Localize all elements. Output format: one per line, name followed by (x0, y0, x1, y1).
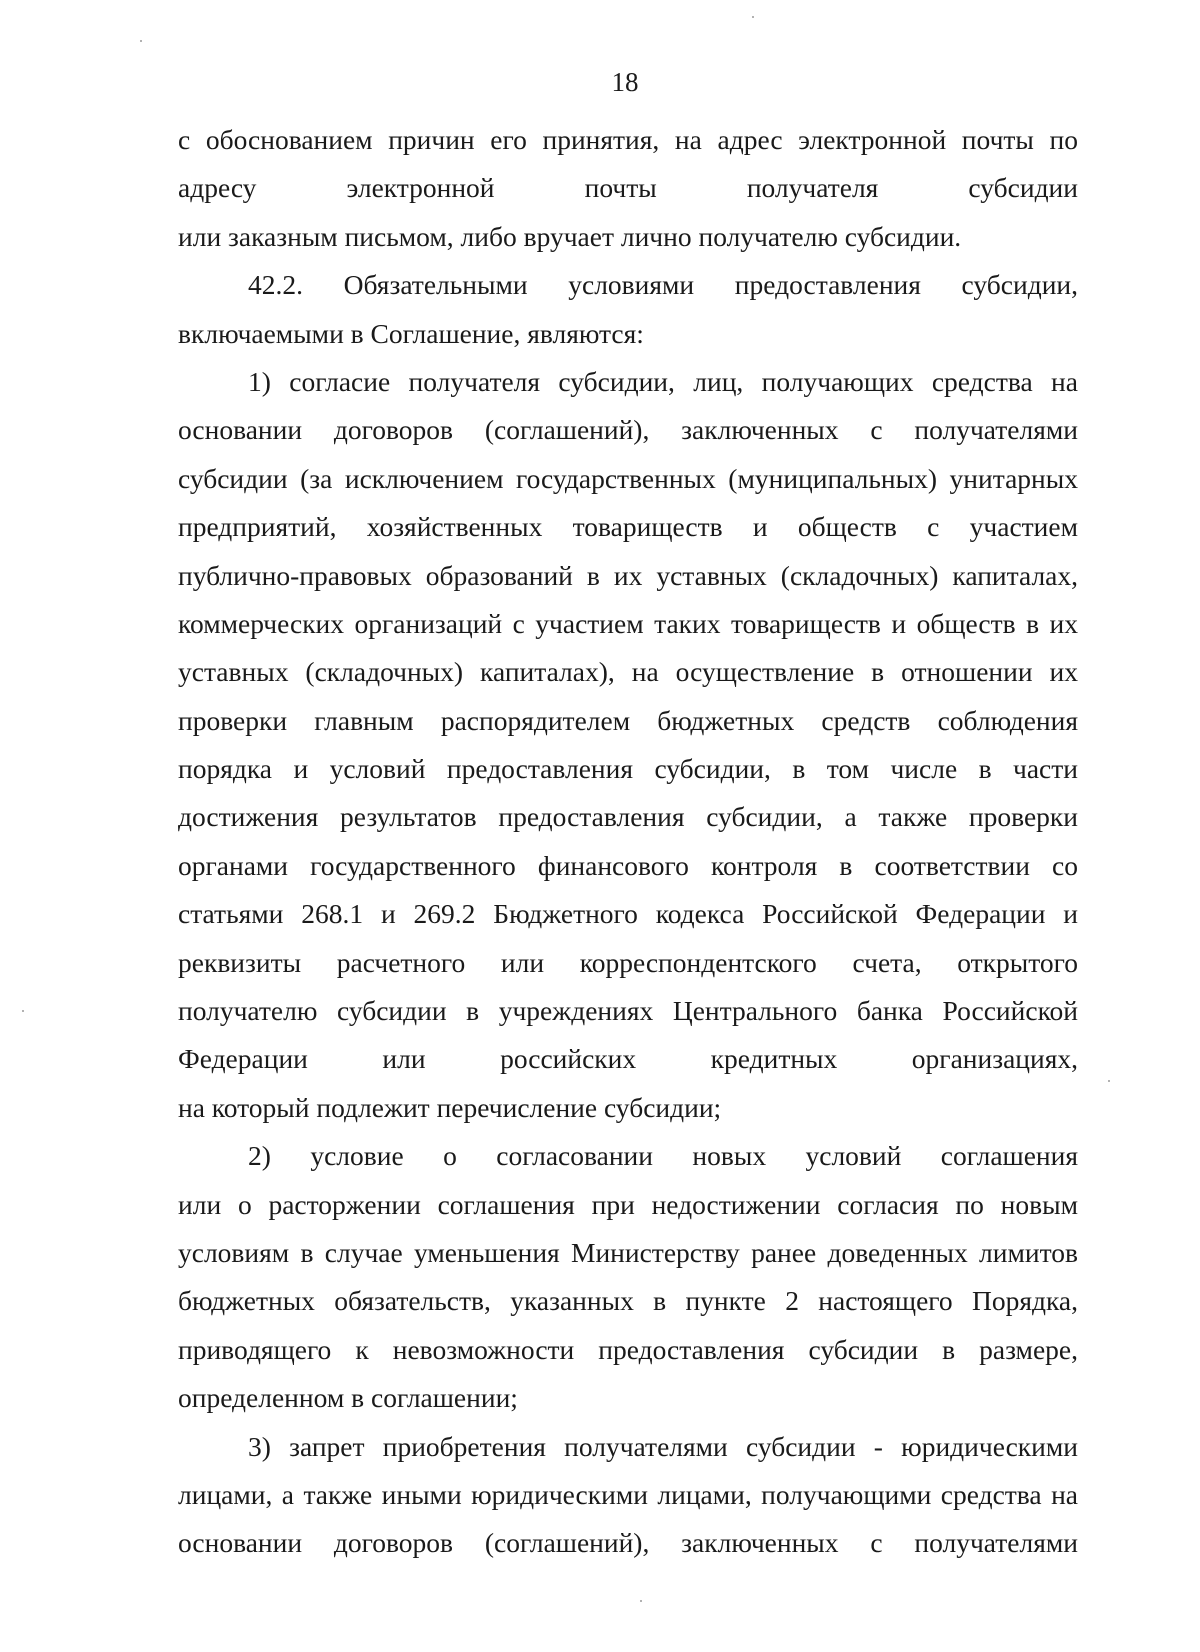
text-line: бюджетных обязательств, указанных в пункте 2 настоящего Порядка, (178, 1285, 1078, 1317)
text-line: на который подлежит перечисление субсидии; (178, 1091, 722, 1123)
text-line: или о расторжении соглашения при недостижении согласия по новым (178, 1188, 1078, 1220)
text-line: 3) запрет приобретения получателями субсидии - юридическими (248, 1430, 1078, 1462)
text-line: проверки главным распорядителем бюджетных средств соблюдения (178, 704, 1078, 736)
text-line: адресу электронной почты получателя субсидии (178, 172, 1078, 204)
page-number: 18 (611, 67, 639, 97)
text-line: определенном в соглашении; (178, 1382, 518, 1414)
scan-speck (1108, 1080, 1110, 1082)
text-line: публично-правовых образований в их уставных (складочных) капиталах, (178, 559, 1078, 591)
text-line: порядка и условий предоставления субсидии, в том числе в части (178, 753, 1078, 785)
text-line: статьями 268.1 и 269.2 Бюджетного кодекса Российской Федерации и (178, 898, 1078, 930)
text-line: основании договоров (соглашений), заключенных с получателями (178, 414, 1078, 446)
text-line: достижения результатов предоставления субсидии, а также проверки (178, 801, 1078, 833)
text-line: приводящего к невозможности предоставления субсидии в размере, (178, 1333, 1078, 1365)
text-line: коммерческих организаций с участием таких товариществ и обществ в их (178, 607, 1078, 639)
scan-speck (140, 40, 142, 42)
scan-speck (22, 1010, 24, 1012)
text-line: субсидии (за исключением государственных (муниципальных) унитарных (178, 462, 1078, 494)
text-line: Федерации или российских кредитных организациях, (178, 1043, 1078, 1075)
text-line: условиям в случае уменьшения Министерству ранее доведенных лимитов (178, 1236, 1078, 1268)
text-line: или заказным письмом, либо вручает лично получателю субсидии. (178, 220, 962, 252)
scan-speck (640, 1600, 642, 1602)
text-line: включаемыми в Соглашение, являются: (178, 317, 644, 349)
text-line: 2) условие о согласовании новых условий соглашения (248, 1140, 1078, 1172)
text-line: основании договоров (соглашений), заключенных с получателями (178, 1527, 1078, 1559)
text-line: 1) согласие получателя субсидии, лиц, получающих средства на (248, 365, 1078, 397)
document-body (178, 116, 1078, 1568)
text-line: 42.2. Обязательными условиями предоставления субсидии, (248, 269, 1078, 301)
text-line: реквизиты расчетного или корреспондентского счета, открытого (178, 946, 1078, 978)
text-line: получателю субсидии в учреждениях Центрального банка Российской (178, 995, 1078, 1027)
text-line: с обоснованием причин его принятия, на адрес электронной почты по (178, 124, 1078, 155)
scan-speck (752, 16, 754, 18)
text-line: уставных (складочных) капиталах), на осуществление в отношении их (178, 656, 1078, 688)
text-line: лицами, а также иными юридическими лицами, получающими средства на (178, 1478, 1078, 1510)
text-line: органами государственного финансового контроля в соответствии со (178, 849, 1078, 881)
text-line: предприятий, хозяйственных товариществ и обществ с участием (178, 511, 1078, 543)
